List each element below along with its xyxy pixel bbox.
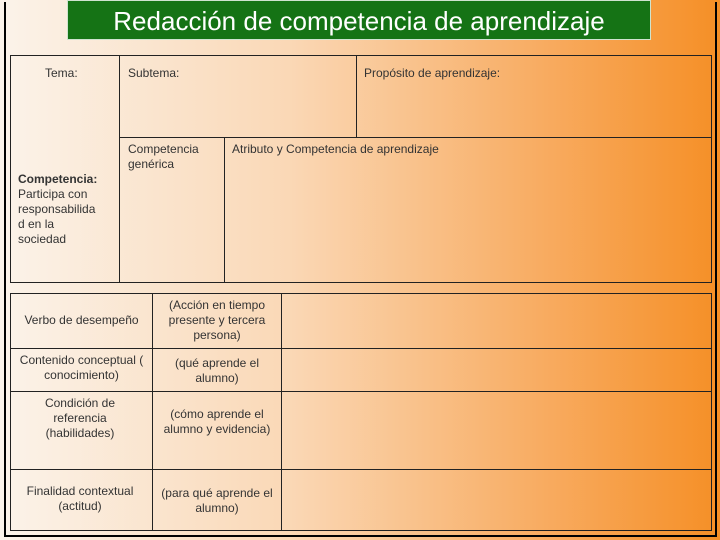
row-finalidad-label: Finalidad contextual (actitud) xyxy=(26,484,134,513)
row-contenido-hint: (qué aprende el alumno) xyxy=(174,356,260,385)
row-condicion-answer-cell[interactable] xyxy=(281,391,712,470)
subtema-label: Subtema: xyxy=(128,66,180,80)
atributo-cell[interactable] xyxy=(224,137,712,283)
row-verbo-answer-cell[interactable] xyxy=(281,293,712,349)
tema-label: Tema: xyxy=(45,66,78,80)
row-condicion-hint: (cómo aprende el alumno y evidencia) xyxy=(163,407,271,436)
atributo-label: Atributo y Competencia de aprendizaje xyxy=(232,142,439,156)
page-title: Redacción de competencia de aprendizaje xyxy=(67,0,651,40)
proposito-label: Propósito de aprendizaje: xyxy=(364,66,501,80)
row-contenido-label: Contenido conceptual ( conocimiento) xyxy=(19,353,144,382)
competencia-value: Participa con responsabilida d en la sociedad xyxy=(18,187,96,246)
row-finalidad-answer-cell[interactable] xyxy=(281,469,712,531)
competencia-label: Competencia: xyxy=(18,172,98,186)
row-condicion-label: Condición de referencia (habilidades) xyxy=(44,396,116,440)
row-contenido-answer-cell[interactable] xyxy=(281,348,712,392)
row-finalidad-hint: (para qué aprende el alumno) xyxy=(161,486,273,515)
row-verbo-hint: (Acción en tiempo presente y tercera persona) xyxy=(168,298,266,342)
row-verbo-label: Verbo de desempeño xyxy=(24,313,139,327)
competencia-generica-label: Competencia genérica xyxy=(128,142,199,171)
tema-cell[interactable] xyxy=(10,55,120,283)
